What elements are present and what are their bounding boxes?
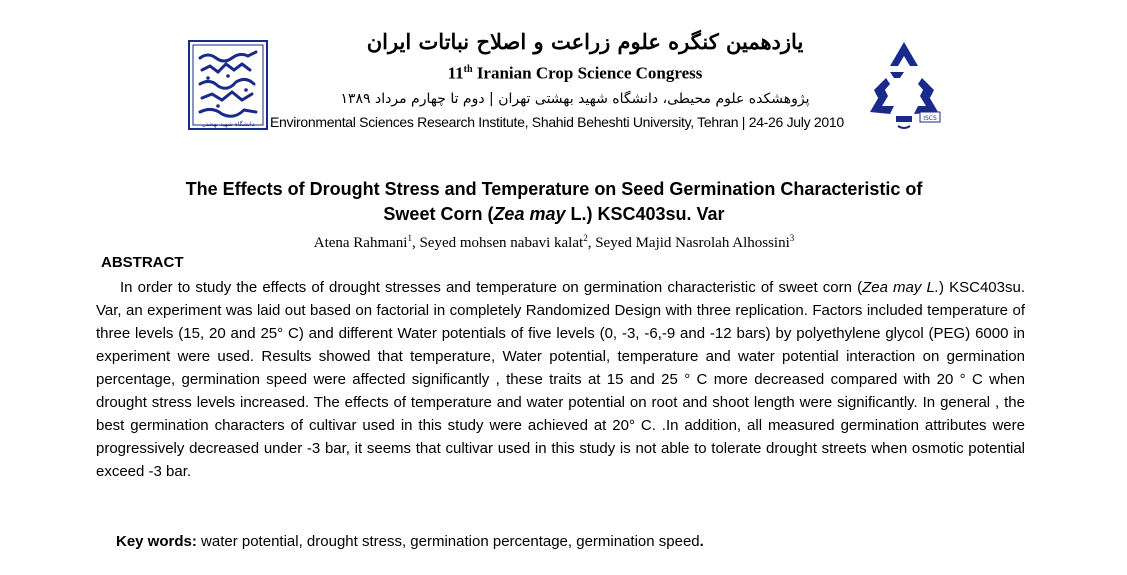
keywords-text: water potential, drought stress, germination percentage, germination speed [196,533,700,550]
keywords-end: . [699,533,704,550]
congress-ordinal: 11 [447,63,464,83]
paper-title-line2-pre: Sweet Corn ( [383,204,494,224]
congress-title-rest: Iranian Crop Science Congress [472,63,703,83]
keywords-label: Key words: [116,533,197,550]
congress-venue-persian: پژوهشکده علوم محیطی، دانشگاه شهید بهشتی تهران | دوم تا چهارم مرداد ۱۳۸۹ [340,90,810,107]
society-logo-text: ISCS [923,115,937,122]
paper-title-line1: The Effects of Drought Stress and Temperature on Seed Germination Characteristic of [185,179,923,199]
society-logo [860,38,948,134]
author-separator: , [411,235,420,251]
paper-title-species: Zea may [493,204,566,224]
paper-title-line2 [100,202,1008,227]
author-name: Seyed mohsen nabavi kalat [419,235,584,251]
author-affiliation: 1 [407,233,412,243]
author-name: Atena Rahmani [313,235,408,251]
author-list [100,229,1008,252]
congress-header [270,28,860,132]
abstract-text-part1: In order to study the effects of drought stresses and temperature on germination characteristic of sweet corn ( [120,279,863,296]
paper-title-line2-post: L.) KSC403su. Var [565,204,725,224]
keywords [116,533,704,550]
congress-ordinal-suffix: th [463,64,473,75]
congress-venue-english: Environmental Sciences Research Institute, Shahid Beheshti University, Tehran | 24-26 July 2010 [270,113,844,130]
congress-title-english [290,58,860,86]
author-separator: , [587,235,596,251]
congress-title-persian: یازدهمین کنگره علوم زراعت و اصلاح نباتات ایران [366,29,804,54]
abstract-body [96,276,1025,483]
abstract-heading: ABSTRACT [101,254,184,271]
university-logo [188,40,268,130]
author-name: Seyed Majid Nasrolah Alhossini [595,235,790,251]
author-affiliation: 3 [789,233,795,243]
abstract-text-part2: ) KSC403su. Var, an experiment was laid out based on factorial in completely Randomized Design with three replication. Factors included temperature of three levels (15, 20 and 25° C) and different Water potentials of five levels (0, -3, -6,-9 and -12 bars) by polyethylene glycol (PEG) 6000 in experiment were used. Results showed that temperature, Water potential, temperature and water potential interaction on germination percentage, germination speed were affected significantly , these traits at 15 and 25 ° C more decreased compared with 20 ° C when drought stress levels increased. The effects of temperature and water potential on root and shoot length were significantly. In general , the best germination characters of cultivar used in this study were achieved at 20° C. .In addition, all measured germination attributes were progressively decreased under -3 bar, it seems that cultivar used in this study is not able to tolerate drought streets when osmotic potential exceed -3 bar. [96,279,1025,480]
university-logo-text: دانشگاه شهید بهشتی [201,121,255,128]
author-affiliation: 2 [583,233,588,243]
abstract-species: Zea may L. [862,279,939,296]
paper-title [100,177,1008,227]
